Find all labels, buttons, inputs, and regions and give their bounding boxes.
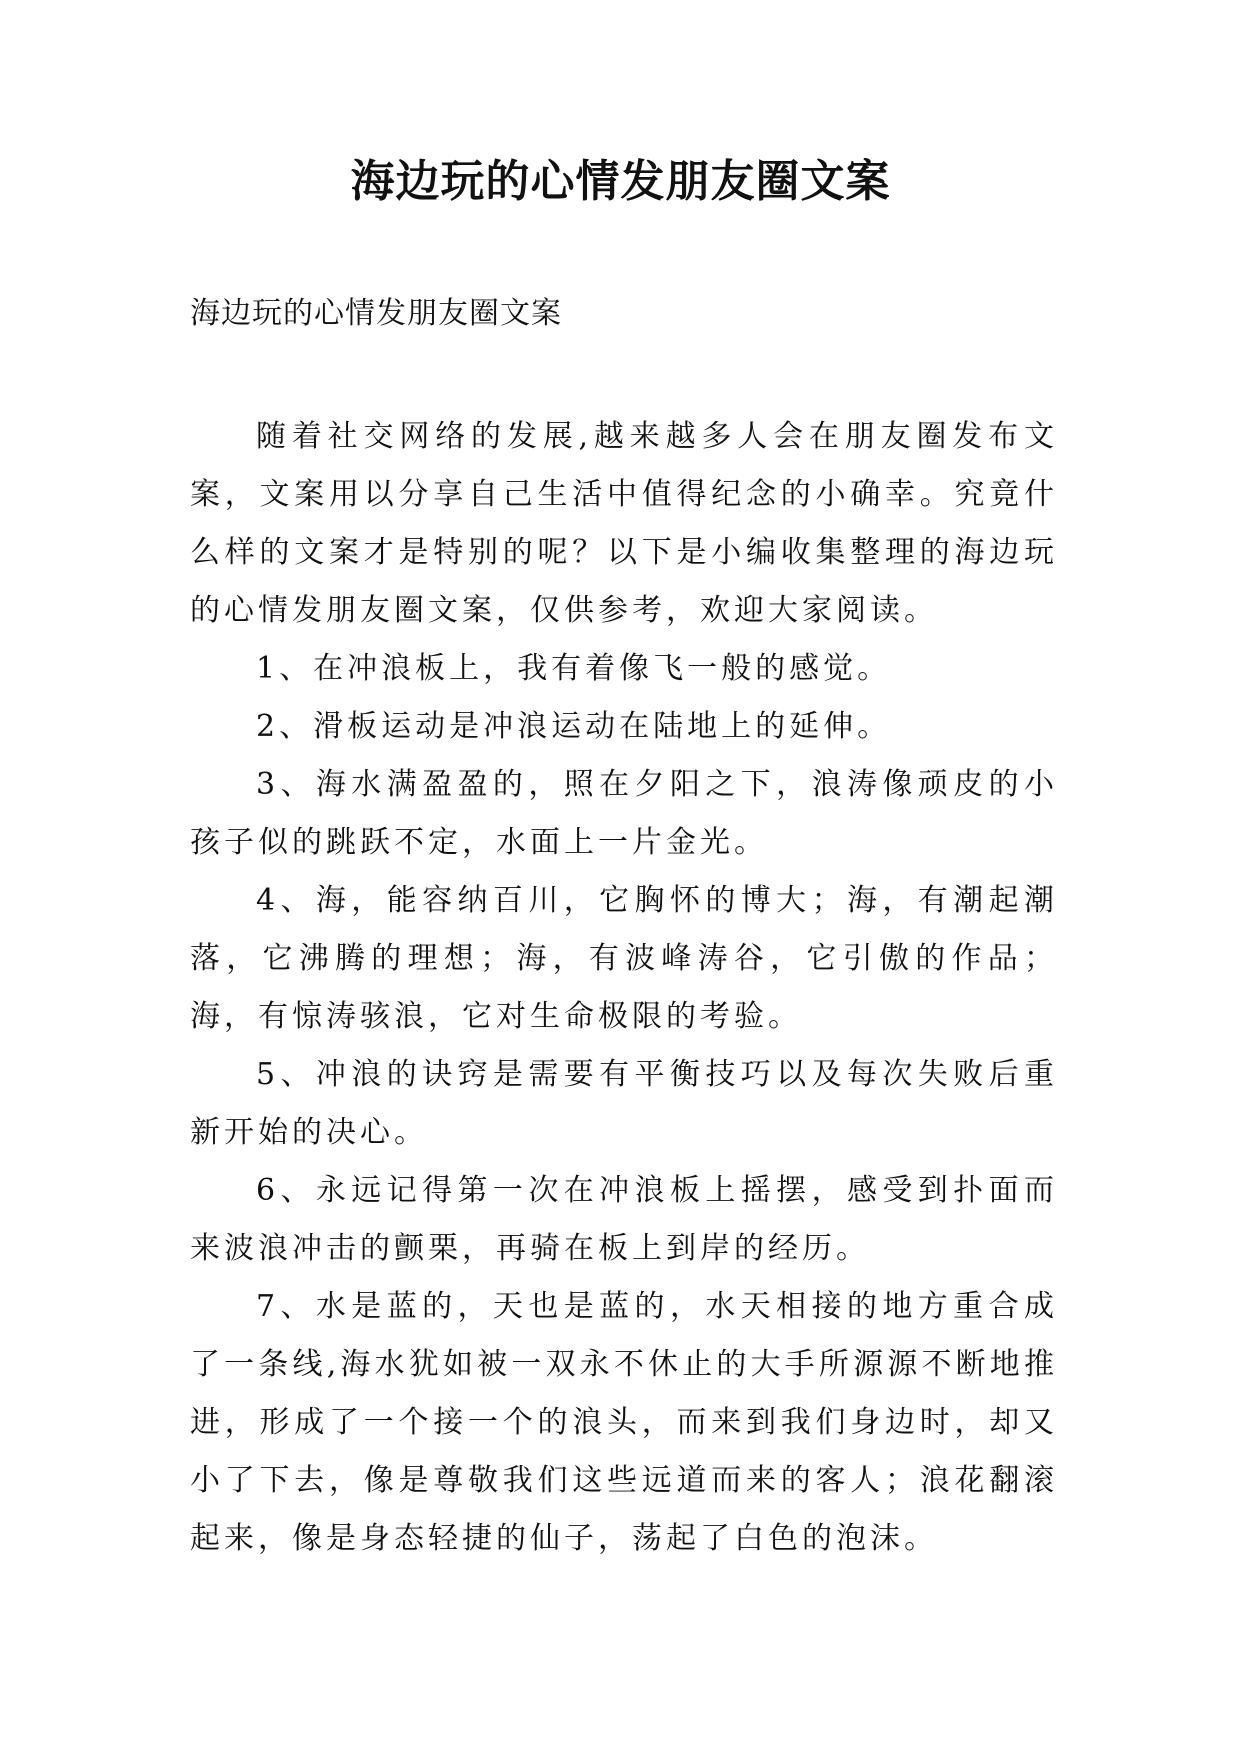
paragraph-intro: 随着社交网络的发展,越来越多人会在朋友圈发布文案，文案用以分享自己生活中值得纪念的小确幸。究竟什么样的文案才是特别的呢？以下是小编收集整理的海边玩的心情发朋友圈文案，仅供参考，欢迎大家阅读。 (190, 419, 1058, 628)
paragraph-item-6: 6、永远记得第一次在冲浪板上摇摆，感受到扑面而来波浪冲击的颤栗，再骑在板上到岸的经历。 (190, 1173, 1058, 1266)
paragraph-item-7: 7、水是蓝的，天也是蓝的，水天相接的地方重合成了一条线,海水犹如被一双永不休止的大手所源源不断地推进，形成了一个接一个的浪头，而来到我们身边时，却又小了下去，像是尊敬我们这些远道而来的客人；浪花翻滚起来，像是身态轻捷的仙子，荡起了白色的泡沫。 (190, 1289, 1058, 1556)
paragraph-item-3: 3、海水满盈盈的，照在夕阳之下，浪涛像顽皮的小孩子似的跳跃不定，水面上一片金光。 (190, 767, 1058, 860)
document-body (190, 408, 1058, 1568)
document-title: 海边玩的心情发朋友圈文案 (350, 156, 891, 207)
paragraph-item-5: 5、冲浪的诀窍是需要有平衡技巧以及每次失败后重新开始的决心。 (190, 1057, 1058, 1150)
document-subtitle: 海边玩的心情发朋友圈文案 (190, 296, 562, 331)
paragraph-item-1: 1、在冲浪板上，我有着像飞一般的感觉。 (256, 651, 892, 686)
paragraph-item-4: 4、海，能容纳百川，它胸怀的博大；海，有潮起潮落，它沸腾的理想；海，有波峰涛谷，它引傲的作品；海，有惊涛骇浪，它对生命极限的考验。 (190, 883, 1058, 1034)
paragraph-item-2: 2、滑板运动是冲浪运动在陆地上的延伸。 (256, 709, 892, 744)
